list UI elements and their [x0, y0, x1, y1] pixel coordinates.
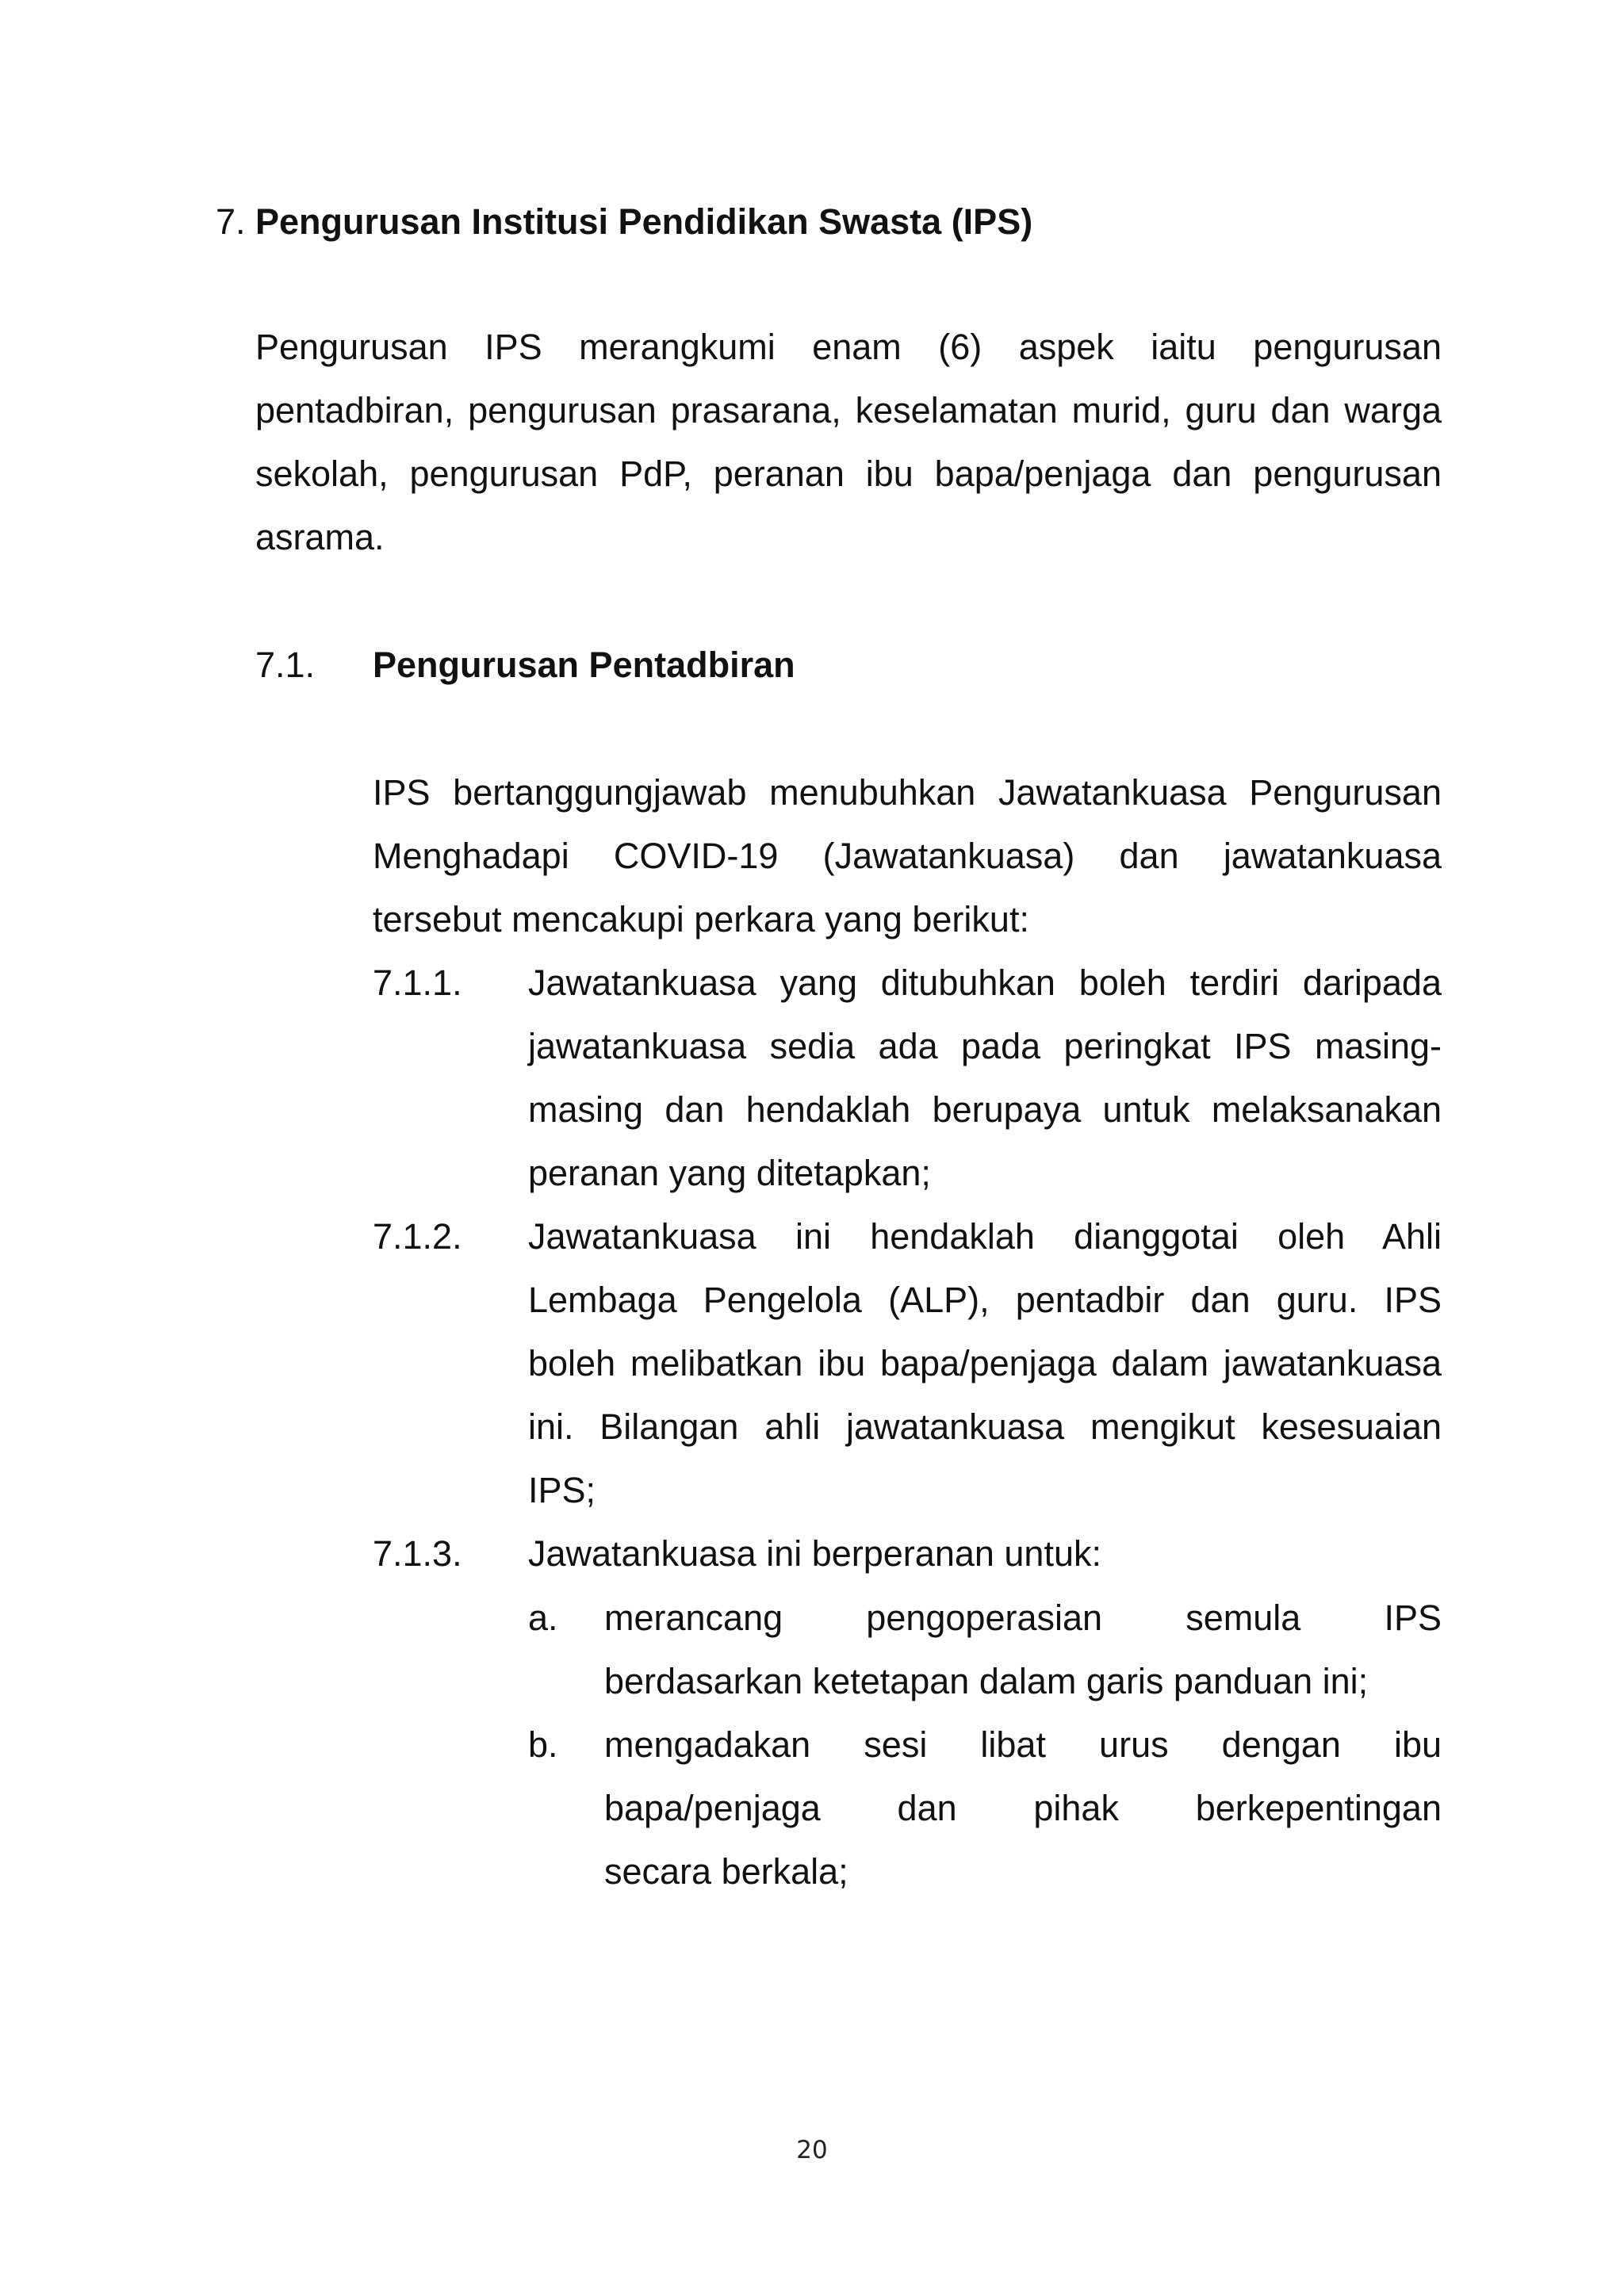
- item-line: masing dan hendaklah berupaya untuk melaksanakan: [528, 1089, 1442, 1130]
- sub-item-line: berdasarkan ketetapan dalam garis panduan ini;: [604, 1661, 1369, 1701]
- sub-item-letter: b.: [528, 1724, 558, 1765]
- paragraph-line: IPS bertanggungjawab menubuhkan Jawatankuasa Pengurusan: [373, 772, 1442, 813]
- item-line: peranan yang ditetapkan;: [528, 1153, 931, 1193]
- paragraph-line: pentadbiran, pengurusan prasarana, keselamatan murid, guru dan warga: [255, 390, 1442, 430]
- sub-item-line: merancang pengoperasian semula IPS: [604, 1598, 1442, 1638]
- sub-item-line: bapa/penjaga dan pihak berkepentingan: [604, 1788, 1442, 1828]
- sub-item-line: mengadakan sesi libat urus dengan ibu: [604, 1724, 1442, 1765]
- paragraph-line: Pengurusan IPS merangkumi enam (6) aspek iaitu pengurusan: [255, 327, 1442, 367]
- item-line: Lembaga Pengelola (ALP), pentadbir dan guru. IPS: [528, 1280, 1442, 1320]
- item-line: Jawatankuasa yang ditubuhkan boleh terdiri daripada: [528, 962, 1442, 1003]
- page-number: 20: [796, 2136, 828, 2164]
- paragraph-line: sekolah, pengurusan PdP, peranan ibu bapa/penjaga dan pengurusan: [255, 453, 1442, 494]
- item-line: boleh melibatkan ibu bapa/penjaga dalam jawatankuasa: [528, 1343, 1442, 1383]
- item-line: Jawatankuasa ini hendaklah dianggotai oleh Ahli: [528, 1216, 1442, 1257]
- sub-item-letter: a.: [528, 1598, 558, 1638]
- section-number: 7.: [216, 201, 246, 242]
- subsection-number: 7.1.: [255, 645, 316, 685]
- sub-item-line: secara berkala;: [604, 1851, 848, 1892]
- paragraph-line: asrama.: [255, 517, 385, 557]
- item-number: 7.1.1.: [373, 962, 462, 1003]
- paragraph-line: Menghadapi COVID-19 (Jawatankuasa) dan jawatankuasa: [373, 836, 1442, 876]
- item-number: 7.1.3.: [373, 1533, 462, 1574]
- item-line: Jawatankuasa ini berperanan untuk:: [528, 1533, 1101, 1574]
- section-title: Pengurusan Institusi Pendidikan Swasta (IPS): [255, 201, 1033, 242]
- item-number: 7.1.2.: [373, 1216, 462, 1257]
- subsection-title: Pengurusan Pentadbiran: [373, 645, 795, 685]
- item-line: jawatankuasa sedia ada pada peringkat IPS masing-: [528, 1026, 1442, 1066]
- item-line: ini. Bilangan ahli jawatankuasa mengikut kesesuaian: [528, 1406, 1442, 1447]
- paragraph-line: tersebut mencakupi perkara yang berikut:: [373, 899, 1029, 939]
- item-line: IPS;: [528, 1470, 596, 1510]
